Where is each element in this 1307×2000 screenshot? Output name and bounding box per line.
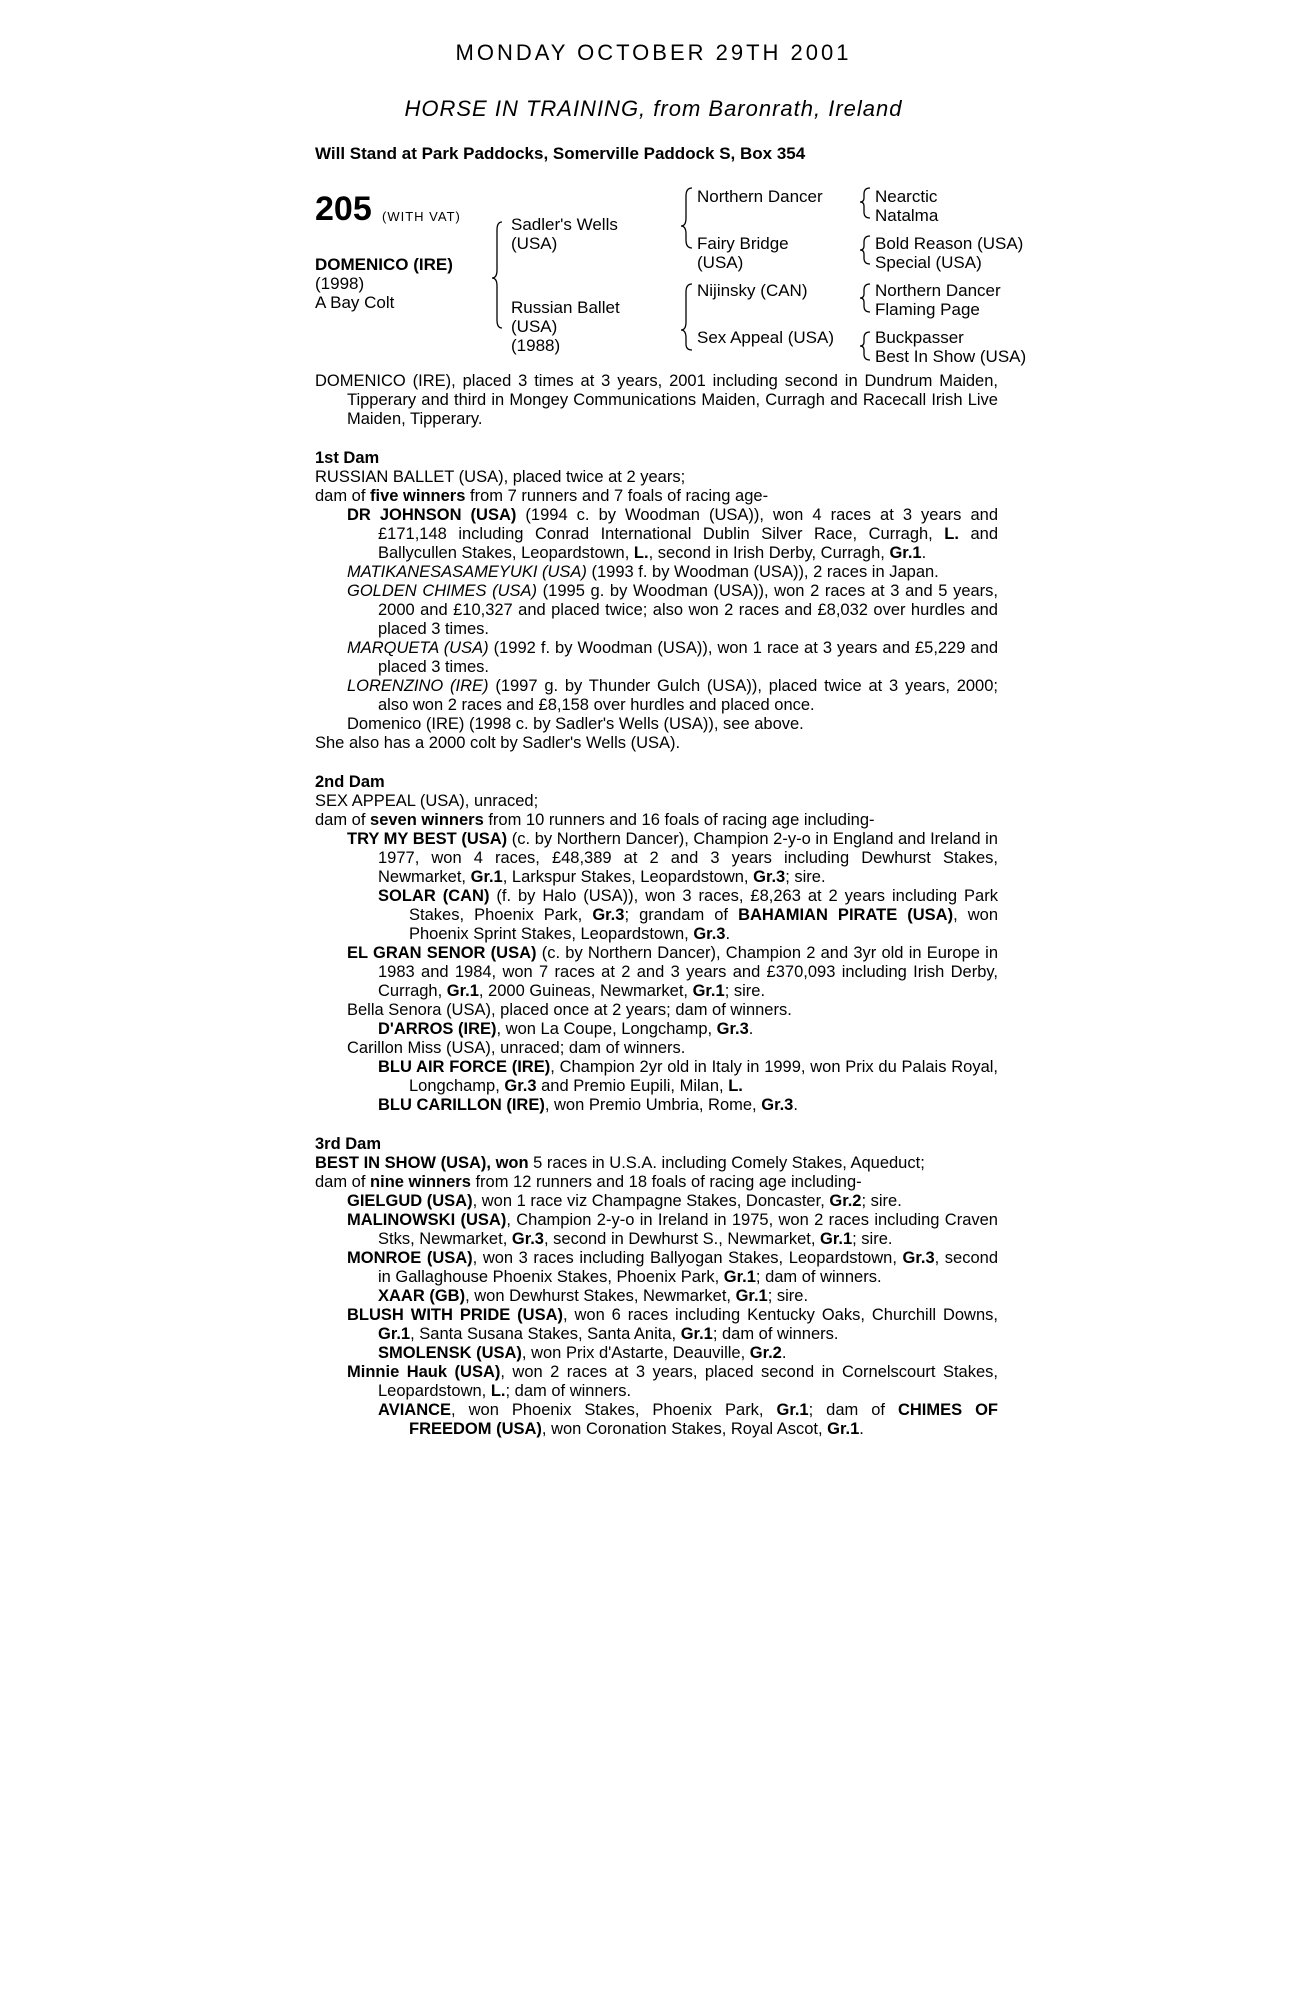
third-dam-entry: SMOLENSK (USA), won Prix d'Astarte, Deauville, Gr.2.	[378, 1344, 787, 1362]
pedigree-sire-dam: Fairy Bridge (USA)	[697, 234, 789, 272]
pedigree-g3: Bold Reason (USA)	[875, 234, 1024, 253]
brace-g56	[860, 284, 870, 312]
third-dam-entry: XAAR (GB), won Dewhurst Stakes, Newmarket, Gr.1; sire.	[378, 1287, 809, 1305]
horse-name: DOMENICO (IRE)	[315, 255, 453, 274]
pedigree-sire: Sadler's Wells (USA)	[511, 215, 618, 253]
third-dam-entry: GIELGUD (USA), won 1 race viz Champagne Stakes, Doncaster, Gr.2; sire.	[347, 1192, 902, 1210]
brace-g34	[860, 236, 870, 264]
lot-number: 205	[315, 190, 372, 228]
second-dam-entry: SOLAR (CAN) (f. by Halo (USA)), won 3 races, £8,263 at 2 years including Park Stakes, Phoenix Park, Gr.3; grandam of BAHAMIAN PIRATE (USA), won Phoenix Sprint Stakes, Leopardstown, Gr.3.	[378, 887, 998, 943]
pedigree-sire-sire: Northern Dancer	[697, 187, 823, 206]
third-dam-entry: MALINOWSKI (USA), Champion 2-y-o in Ireland in 1975, won 2 races including Craven Stks, Newmarket, Gr.3, second in Dewhurst S., Newmarket, Gr.1; sire.	[347, 1211, 998, 1248]
second-dam-entry: Bella Senora (USA), placed once at 2 years; dam of winners.	[347, 1001, 792, 1019]
third-dam-entry: Minnie Hauk (USA), won 2 races at 3 years, placed second in Cornelscourt Stakes, Leopardstown, L.; dam of winners.	[347, 1363, 998, 1400]
brace-dam	[681, 284, 692, 350]
second-dam-entry: BLU CARILLON (IRE), won Premio Umbria, Rome, Gr.3.	[378, 1096, 798, 1114]
third-dam-entry: BLUSH WITH PRIDE (USA), won 6 races including Kentucky Oaks, Churchill Downs, Gr.1, Santa Susana Stakes, Santa Anita, Gr.1; dam of winners.	[347, 1306, 998, 1343]
catalogue-body	[315, 372, 998, 1439]
second-dam-line: SEX APPEAL (USA), unraced;	[315, 792, 539, 810]
second-dam-entry: EL GRAN SENOR (USA) (c. by Northern Dancer), Champion 2 and 3yr old in Europe in 1983 and 1984, won 7 races at 2 and 3 years and £370,093 including Irish Derby, Curragh, Gr.1, 2000 Guineas, Newmarket, Gr.1; sire.	[347, 944, 999, 1000]
third-dam-heading: 3rd Dam	[315, 1135, 382, 1153]
pedigree-g5: Northern Dancer	[875, 281, 1001, 300]
first-dam-line: RUSSIAN BALLET (USA), placed twice at 2 years;	[315, 468, 686, 486]
first-dam-produce-line: dam of five winners from 7 runners and 7 foals of racing age-	[315, 487, 769, 505]
horse-description: A Bay Colt	[315, 293, 395, 312]
pedigree-g2: Natalma	[875, 206, 939, 225]
horse-year: (1998)	[315, 274, 365, 293]
pedigree-dam-sire: Nijinsky (CAN)	[697, 281, 808, 300]
pedigree-g1: Nearctic	[875, 187, 938, 206]
third-dam-produce-line: dam of nine winners from 12 runners and 18 foals of racing age including-	[315, 1173, 862, 1191]
lot-subtitle: HORSE IN TRAINING, from Baronrath, Ireland	[404, 96, 903, 121]
third-dam-line: BEST IN SHOW (USA), won 5 races in U.S.A. including Comely Stakes, Aqueduct;	[315, 1154, 925, 1172]
first-dam-entry: LORENZINO (IRE) (1997 g. by Thunder Gulch (USA)), placed twice at 3 years, 2000; also won 2 races and £8,158 over hurdles and placed once.	[347, 677, 998, 714]
first-dam-note: She also has a 2000 colt by Sadler's Wells (USA).	[315, 734, 681, 752]
second-dam-entry: TRY MY BEST (USA) (c. by Northern Dancer), Champion 2-y-o in England and Ireland in 1977, won 4 races, £48,389 at 2 and 3 years including Dewhurst Stakes, Newmarket, Gr.1, Larkspur Stakes, Leopardstown, Gr.3; sire.	[347, 830, 998, 886]
first-dam-heading: 1st Dam	[315, 449, 380, 467]
third-dam-entry: AVIANCE, won Phoenix Stakes, Phoenix Park, Gr.1; dam of CHIMES OF FREEDOM (USA), won Coronation Stakes, Royal Ascot, Gr.1.	[378, 1401, 999, 1438]
brace-sire	[681, 188, 692, 248]
sale-date: MONDAY OCTOBER 29TH 2001	[455, 40, 852, 65]
first-dam-entry: MATIKANESASAMEYUKI (USA) (1993 f. by Woodman (USA)), 2 races in Japan.	[347, 563, 939, 581]
brace-main	[492, 222, 502, 328]
first-dam-entry: GOLDEN CHIMES (USA) (1995 g. by Woodman (USA)), won 2 races at 3 and 5 years, 2000 and £10,327 and placed twice; also won 2 races and £8,032 over hurdles and placed 3 times.	[347, 582, 998, 638]
venue-line: Will Stand at Park Paddocks, Somerville Paddock S, Box 354	[315, 144, 806, 163]
pedigree-dam-dam: Sex Appeal (USA)	[697, 328, 835, 347]
first-dam-entry: MARQUETA (USA) (1992 f. by Woodman (USA)), won 1 race at 3 years and £5,229 and placed 3 times.	[347, 639, 998, 676]
second-dam-entry: BLU AIR FORCE (IRE), Champion 2yr old in Italy in 1999, won Prix du Palais Royal, Longchamp, Gr.3 and Premio Eupili, Milan, L.	[378, 1058, 998, 1095]
third-dam-entry: MONROE (USA), won 3 races including Ballyogan Stakes, Leopardstown, Gr.3, second in Gallaghouse Phoenix Stakes, Phoenix Park, Gr.1; dam of winners.	[347, 1249, 998, 1286]
second-dam-heading: 2nd Dam	[315, 773, 385, 791]
brace-g78	[860, 332, 870, 360]
first-dam-entry: DR JOHNSON (USA) (1994 c. by Woodman (USA)), won 4 races at 3 years and £171,148 including Conrad International Dublin Silver Race, Curragh, L. and Ballycullen Stakes, Leopardstown, L., second in Irish Derby, Curragh, Gr.1.	[347, 506, 998, 562]
second-dam-entry: D'ARROS (IRE), won La Coupe, Longchamp, Gr.3.	[378, 1020, 754, 1038]
pedigree-dam: Russian Ballet (USA) (1988)	[511, 298, 620, 355]
second-dam-entry: Carillon Miss (USA), unraced; dam of winners.	[347, 1039, 686, 1057]
intro-paragraph: DOMENICO (IRE), placed 3 times at 3 years, 2001 including second in Dundrum Maiden, Tipperary and third in Mongey Communications Maiden, Curragh and Racecall Irish Live Maiden, Tipperary.	[315, 372, 998, 428]
first-dam-entry: Domenico (IRE) (1998 c. by Sadler's Wells (USA)), see above.	[347, 715, 804, 733]
pedigree-g8: Best In Show (USA)	[875, 347, 1027, 366]
pedigree-g4: Special (USA)	[875, 253, 982, 272]
second-dam-produce-line: dam of seven winners from 10 runners and 16 foals of racing age including-	[315, 811, 875, 829]
pedigree-g7: Buckpasser	[875, 328, 964, 347]
vat-note: (WITH VAT)	[382, 209, 461, 224]
pedigree-g6: Flaming Page	[875, 300, 980, 319]
pedigree-braces	[0, 0, 1307, 380]
brace-g12	[860, 188, 870, 218]
